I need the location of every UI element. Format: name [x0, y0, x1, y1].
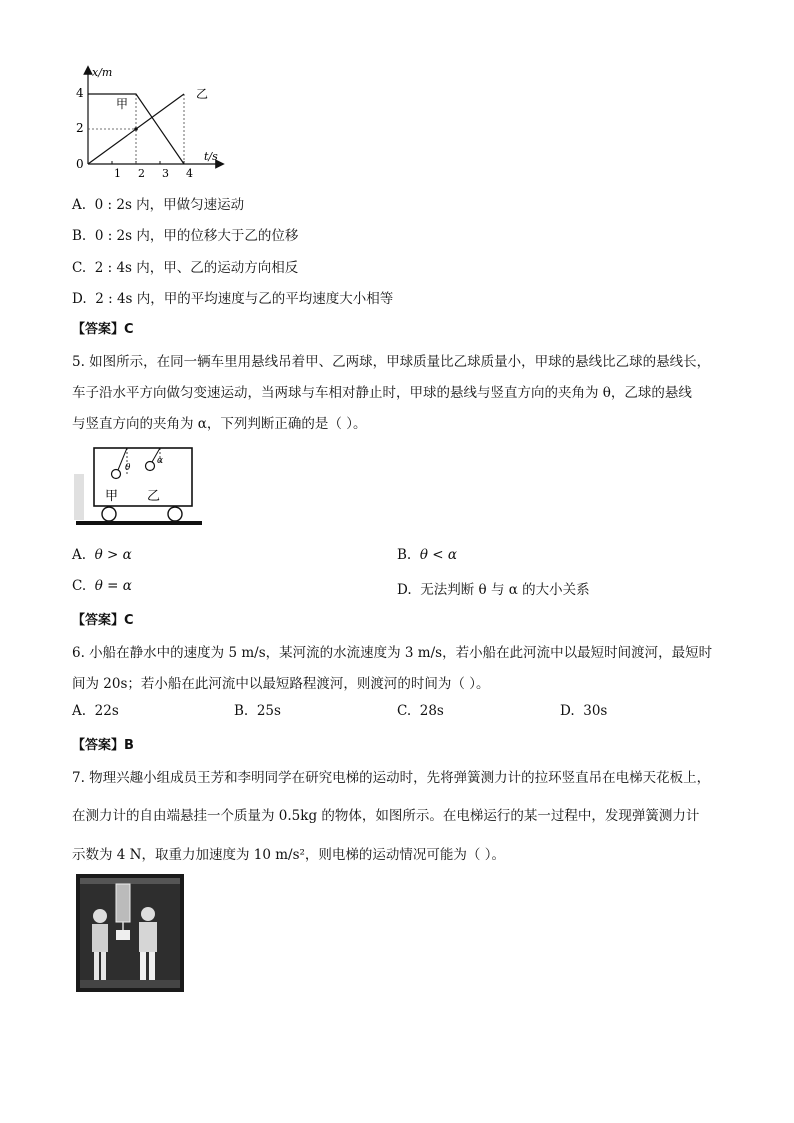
q5-option-a: A. θ > α	[72, 547, 132, 563]
ground	[76, 521, 202, 525]
displacement-time-graph	[70, 62, 230, 182]
q4-option-c: C. 2 : 4s 内，甲、乙的运动方向相反	[72, 260, 299, 276]
q4-option-b: B. 0 : 2s 内，甲的位移大于乙的位移	[72, 228, 299, 244]
y-tick-2: 2	[76, 121, 84, 135]
q6-option-c: C. 28s	[397, 703, 444, 719]
q6-answer: 【答案】B	[72, 738, 134, 753]
y-tick-0: 0	[76, 157, 84, 171]
x-tick-1: 1	[114, 167, 121, 180]
hanging-object	[116, 930, 130, 940]
elevator-photo	[76, 874, 184, 992]
q7-line-2: 在测力计的自由端悬挂一个质量为 0.5kg 的物体，如图所示。在电梯运行的某一过程中，发现弹簧测力计	[72, 808, 700, 824]
q5-line-1: 5. 如图所示，在同一辆车里用悬线吊着甲、乙两球，甲球质量比乙球质量小，甲球的悬线比乙球的悬线长，	[72, 354, 711, 370]
ball-jia	[112, 470, 121, 479]
q4-answer: 【答案】C	[72, 322, 134, 337]
series-label-jia: 甲	[116, 97, 129, 111]
q4-option-d: D. 2 : 4s 内，甲的平均速度与乙的平均速度大小相等	[72, 291, 394, 307]
q6-option-d: D. 30s	[560, 703, 608, 719]
ball-yi-label: 乙	[147, 489, 161, 504]
q5-option-d: D. 无法判断 θ 与 α 的大小关系	[397, 582, 590, 598]
x-tick-2: 2	[138, 167, 145, 180]
q7-line-3: 示数为 4 N，取重力加速度为 10 m/s²，则电梯的运动情况可能为（ ）。	[72, 847, 505, 863]
series-label-yi: 乙	[196, 87, 209, 101]
x-tick-3: 3	[162, 167, 169, 180]
angle-alpha-label: α	[157, 456, 164, 466]
wheel-left	[102, 507, 116, 521]
y-axis-label: x/m	[92, 66, 113, 79]
x-tick-4: 4	[186, 167, 193, 180]
cart-pendulum-figure	[72, 444, 204, 536]
wheel-right	[168, 507, 182, 521]
q5-option-b: B. θ < α	[397, 547, 457, 563]
x-axis-label: t/s	[204, 150, 218, 163]
q6-option-b: B. 25s	[234, 703, 281, 719]
ball-yi	[146, 462, 155, 471]
q5-option-c: C. θ = α	[72, 578, 132, 594]
q6-option-a: A. 22s	[72, 703, 119, 719]
q5-answer: 【答案】C	[72, 613, 134, 628]
q5-line-2: 车子沿水平方向做匀变速运动，当两球与车相对静止时，甲球的悬线与竖直方向的夹角为 θ，乙球的悬线	[72, 385, 692, 401]
intersection-point	[134, 127, 138, 131]
q6-line-1: 6. 小船在静水中的速度为 5 m/s，某河流的水流速度为 3 m/s，若小船在此河流中以最短时间渡河，最短时	[72, 645, 713, 661]
q6-line-2: 间为 20s；若小船在此河流中以最短路程渡河，则渡河的时间为（ ）。	[72, 676, 490, 692]
q4-option-a: A. 0 : 2s 内，甲做匀速运动	[72, 197, 245, 213]
spring-scale	[116, 884, 130, 922]
ball-jia-label: 甲	[105, 489, 119, 504]
cart-shadow	[74, 474, 84, 520]
q5-line-3: 与竖直方向的夹角为 α，下列判断正确的是（ ）。	[72, 416, 367, 432]
y-tick-4: 4	[76, 86, 84, 100]
q7-line-1: 7. 物理兴趣小组成员王芳和李明同学在研究电梯的运动时，先将弹簧测力计的拉环竖直吊在电梯天花板上，	[72, 770, 711, 786]
angle-theta-label: θ	[125, 463, 131, 473]
